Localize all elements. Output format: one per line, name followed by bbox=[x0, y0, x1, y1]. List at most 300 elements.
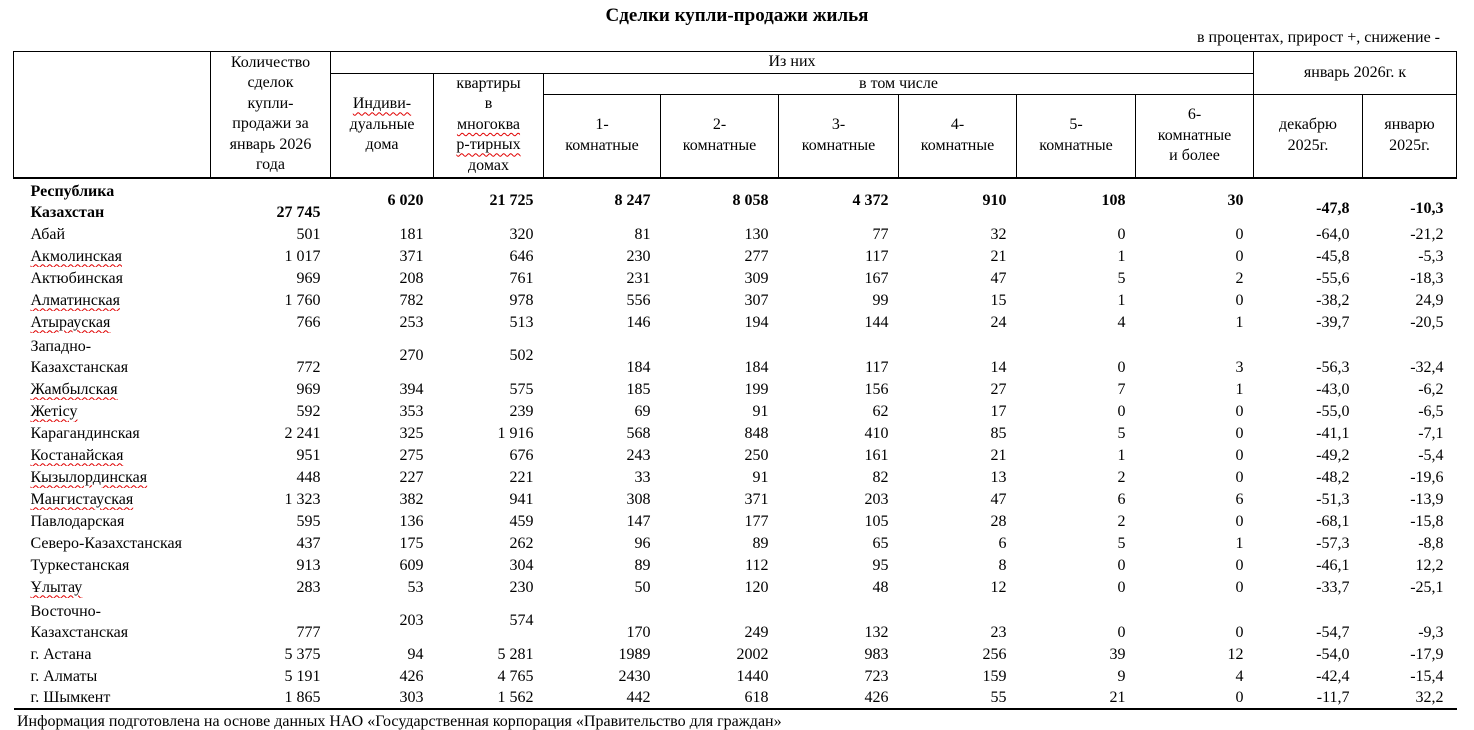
value-cell: 0 bbox=[1117, 402, 1126, 420]
value-cell: 24,9 bbox=[1415, 291, 1444, 309]
header-line: квартиры bbox=[456, 74, 521, 92]
value-cell: -54,0 bbox=[1316, 645, 1350, 663]
value-cell: 99 bbox=[872, 291, 889, 309]
value-cell: 167 bbox=[864, 269, 889, 287]
value-cell: -47,8 bbox=[1316, 199, 1350, 217]
value-cell: 513 bbox=[509, 313, 534, 331]
table-row bbox=[14, 665, 1457, 687]
value-cell: 112 bbox=[745, 556, 769, 574]
value-cell: -33,7 bbox=[1316, 578, 1350, 596]
value-cell: -19,6 bbox=[1410, 468, 1444, 486]
value-cell: -20,5 bbox=[1410, 313, 1444, 331]
region-name: Кызылординская bbox=[30, 468, 148, 486]
rooms-2-column-header bbox=[661, 95, 779, 178]
value-cell: 231 bbox=[626, 269, 651, 287]
rooms-1-column-header bbox=[544, 95, 661, 178]
header-line: р-тирных bbox=[456, 136, 521, 154]
value-cell: 766 bbox=[296, 313, 321, 331]
value-cell: 12 bbox=[990, 578, 1007, 596]
table-row bbox=[14, 378, 1457, 400]
value-cell: 307 bbox=[744, 291, 769, 309]
value-cell: 21 bbox=[990, 446, 1007, 464]
value-cell: 81 bbox=[634, 225, 651, 243]
value-cell: 69 bbox=[634, 402, 651, 420]
value-cell: 4 bbox=[1117, 313, 1126, 331]
value-cell: 39 bbox=[1109, 645, 1126, 663]
header-line: январю bbox=[1384, 116, 1435, 134]
rooms-6plus-column-header bbox=[1136, 95, 1254, 178]
value-cell: -41,1 bbox=[1316, 424, 1350, 442]
value-cell: 27 bbox=[990, 380, 1007, 398]
region-name: Западно- Казахстанская bbox=[30, 337, 129, 376]
table-row bbox=[14, 223, 1457, 245]
value-cell: -13,9 bbox=[1410, 490, 1444, 508]
page-title: Сделки купли-продажи жилья bbox=[605, 5, 869, 26]
value-cell: 5 191 bbox=[284, 667, 321, 685]
value-cell: 62 bbox=[872, 402, 889, 420]
value-cell: -10,3 bbox=[1410, 199, 1444, 217]
region-name: Жетісу bbox=[30, 402, 78, 420]
value-cell: 437 bbox=[296, 534, 321, 552]
value-cell: 556 bbox=[626, 291, 651, 309]
region-name: Карагандинская bbox=[30, 424, 140, 442]
header-line: 1- bbox=[595, 116, 609, 134]
value-cell: -51,3 bbox=[1316, 490, 1350, 508]
value-cell: 8 247 bbox=[614, 192, 651, 209]
value-cell: 0 bbox=[1117, 623, 1126, 641]
header-line: 6- bbox=[1187, 106, 1202, 123]
value-cell: -39,7 bbox=[1316, 313, 1350, 331]
value-cell: 230 bbox=[626, 247, 651, 265]
value-cell: 203 bbox=[399, 611, 424, 629]
value-cell: 117 bbox=[865, 358, 889, 376]
value-cell: 0 bbox=[1235, 402, 1244, 420]
value-cell: 156 bbox=[864, 380, 889, 398]
value-cell: -6,2 bbox=[1418, 380, 1444, 398]
value-cell: 30 bbox=[1227, 192, 1244, 209]
vs-january-column-header bbox=[1363, 95, 1457, 178]
value-cell: 48 bbox=[872, 578, 889, 596]
header-line: 2- bbox=[712, 116, 727, 134]
header-line: комнатные bbox=[801, 136, 876, 154]
value-cell: -48,2 bbox=[1316, 468, 1350, 486]
value-cell: 283 bbox=[296, 578, 321, 596]
value-cell: 0 bbox=[1235, 247, 1244, 265]
vs-december-column-header bbox=[1254, 95, 1363, 178]
value-cell: -8,8 bbox=[1418, 534, 1444, 552]
value-cell: 2 bbox=[1117, 468, 1126, 486]
value-cell: 782 bbox=[399, 291, 424, 309]
value-cell: 595 bbox=[296, 512, 321, 530]
value-cell: -9,3 bbox=[1418, 623, 1444, 641]
value-cell: -55,6 bbox=[1316, 269, 1350, 287]
value-cell: 1440 bbox=[736, 667, 769, 685]
table-row bbox=[14, 510, 1457, 532]
value-cell: 502 bbox=[509, 346, 534, 364]
table-row bbox=[14, 488, 1457, 510]
value-cell: 94 bbox=[407, 645, 424, 663]
apartments-column-header bbox=[434, 73, 544, 178]
header-line: многоква bbox=[456, 115, 521, 133]
value-cell: 1989 bbox=[618, 645, 651, 663]
value-cell: 951 bbox=[296, 446, 321, 464]
value-cell: 574 bbox=[509, 611, 534, 629]
value-cell: 6 020 bbox=[387, 192, 424, 209]
region-name: Жамбылская bbox=[30, 380, 118, 398]
header-line: купли- bbox=[247, 94, 294, 112]
value-cell: 256 bbox=[982, 645, 1007, 663]
value-cell: 442 bbox=[626, 688, 651, 706]
value-cell: 184 bbox=[626, 358, 651, 376]
value-cell: 2 bbox=[1235, 269, 1244, 287]
value-cell: -38,2 bbox=[1316, 291, 1350, 309]
value-cell: 7 bbox=[1117, 380, 1126, 398]
value-cell: 568 bbox=[626, 424, 651, 442]
value-cell: -7,1 bbox=[1418, 424, 1444, 442]
value-cell: 249 bbox=[744, 623, 769, 641]
value-cell: -5,3 bbox=[1418, 247, 1444, 265]
value-cell: 117 bbox=[865, 247, 889, 265]
value-cell: 47 bbox=[990, 269, 1007, 287]
value-cell: 676 bbox=[509, 446, 534, 464]
region-name: Алматинская bbox=[30, 291, 120, 309]
value-cell: 426 bbox=[399, 667, 424, 685]
value-cell: 2 bbox=[1117, 512, 1126, 530]
value-cell: 28 bbox=[990, 512, 1007, 530]
value-cell: -15,4 bbox=[1410, 667, 1444, 685]
value-cell: 24 bbox=[990, 313, 1007, 331]
value-cell: 618 bbox=[744, 688, 769, 706]
value-cell: 426 bbox=[864, 688, 889, 706]
table-row bbox=[14, 687, 1457, 709]
value-cell: 130 bbox=[744, 225, 769, 243]
region-column-header bbox=[14, 52, 211, 178]
table-row bbox=[14, 422, 1457, 444]
rooms-5-column-header bbox=[1017, 95, 1136, 178]
value-cell: 105 bbox=[864, 512, 889, 530]
header-line: комнатные bbox=[682, 136, 757, 154]
value-cell: 5 bbox=[1117, 424, 1126, 442]
header-line: и более bbox=[1169, 147, 1220, 164]
value-cell: 459 bbox=[509, 512, 534, 530]
header-line: Количество bbox=[230, 53, 311, 71]
value-cell: 177 bbox=[744, 512, 769, 530]
value-cell: 978 bbox=[509, 291, 534, 309]
value-cell: 21 725 bbox=[489, 192, 534, 209]
value-cell: 96 bbox=[634, 534, 651, 552]
region-name: Туркестанская bbox=[30, 556, 130, 574]
header-line: комнатные bbox=[565, 136, 639, 154]
group-header-of-them: Из них bbox=[331, 52, 1254, 74]
value-cell: 12 bbox=[1227, 645, 1244, 663]
value-cell: 309 bbox=[744, 269, 769, 287]
value-cell: 12,2 bbox=[1415, 556, 1444, 574]
region-name: Восточно- Казахстанская bbox=[30, 602, 129, 641]
value-cell: 371 bbox=[399, 247, 424, 265]
value-cell: 983 bbox=[864, 645, 889, 663]
table-row bbox=[14, 576, 1457, 598]
value-cell: 1 bbox=[1235, 380, 1244, 398]
value-cell: 0 bbox=[1235, 623, 1244, 641]
value-cell: 777 bbox=[296, 623, 321, 641]
value-cell: 55 bbox=[990, 688, 1007, 706]
value-cell: 0 bbox=[1235, 556, 1244, 574]
value-cell: 194 bbox=[744, 313, 769, 331]
table-row bbox=[14, 245, 1457, 267]
value-cell: -64,0 bbox=[1316, 225, 1350, 243]
header-line: Индиви- bbox=[352, 95, 412, 113]
table-row bbox=[14, 400, 1457, 422]
value-cell: 761 bbox=[509, 269, 534, 287]
value-cell: 448 bbox=[296, 468, 321, 486]
value-cell: -54,7 bbox=[1316, 623, 1350, 641]
value-cell: 82 bbox=[872, 468, 889, 486]
rooms-4-column-header bbox=[899, 95, 1017, 178]
footer-note: Информация подготовлена на основе данных НАО «Государственная корпорация «Правительство для граждан» bbox=[17, 712, 782, 730]
value-cell: 0 bbox=[1117, 556, 1126, 574]
region-name: г. Алматы bbox=[30, 667, 98, 685]
value-cell: -17,9 bbox=[1410, 645, 1444, 663]
value-cell: 161 bbox=[864, 446, 889, 464]
value-cell: 227 bbox=[399, 468, 424, 486]
value-cell: 913 bbox=[296, 556, 321, 574]
value-cell: 5 bbox=[1117, 269, 1126, 287]
value-cell: 8 058 bbox=[732, 192, 769, 209]
header-line: года bbox=[256, 156, 285, 174]
value-cell: 170 bbox=[626, 623, 651, 641]
value-cell: -5,4 bbox=[1418, 446, 1444, 464]
region-name: Мангистауская bbox=[30, 490, 134, 508]
value-cell: 89 bbox=[752, 534, 769, 552]
value-cell: 23 bbox=[990, 623, 1007, 641]
header-line: 2025г. bbox=[1287, 136, 1329, 154]
header-line: декабрю bbox=[1279, 116, 1337, 134]
value-cell: 77 bbox=[872, 225, 889, 243]
value-cell: 0 bbox=[1117, 578, 1126, 596]
value-cell: 969 bbox=[296, 380, 321, 398]
table-row bbox=[14, 466, 1457, 488]
table-row bbox=[14, 333, 1457, 378]
value-cell: 146 bbox=[626, 313, 651, 331]
value-cell: 120 bbox=[744, 578, 769, 596]
value-cell: 17 bbox=[990, 402, 1007, 420]
value-cell: 2 241 bbox=[284, 424, 321, 442]
value-cell: 4 765 bbox=[497, 667, 534, 685]
value-cell: 5 375 bbox=[284, 645, 321, 663]
value-cell: 1 916 bbox=[497, 424, 534, 442]
header-line: домах bbox=[468, 156, 509, 174]
table-row bbox=[14, 554, 1457, 576]
value-cell: -49,2 bbox=[1316, 446, 1350, 464]
value-cell: 203 bbox=[864, 490, 889, 508]
region-name: Республика Казахстан bbox=[30, 182, 115, 221]
value-cell: -32,4 bbox=[1410, 358, 1444, 376]
value-cell: 65 bbox=[872, 534, 889, 552]
value-cell: 221 bbox=[509, 468, 534, 486]
value-cell: 253 bbox=[399, 313, 424, 331]
value-cell: 199 bbox=[744, 380, 769, 398]
value-cell: -56,3 bbox=[1316, 358, 1350, 376]
value-cell: 89 bbox=[634, 556, 651, 574]
deals-table bbox=[13, 51, 1457, 710]
value-cell: -68,1 bbox=[1316, 512, 1350, 530]
region-name: г. Шымкент bbox=[30, 688, 111, 706]
value-cell: 175 bbox=[399, 534, 424, 552]
value-cell: 91 bbox=[752, 468, 769, 486]
value-cell: 1 562 bbox=[497, 688, 534, 706]
value-cell: 0 bbox=[1235, 578, 1244, 596]
region-name: Ұлытау bbox=[30, 578, 83, 596]
header-line: комнатные bbox=[1039, 136, 1113, 154]
value-cell: 1 865 bbox=[284, 688, 321, 706]
header-line: 2025г. bbox=[1389, 136, 1430, 154]
table-row bbox=[14, 532, 1457, 554]
value-cell: 147 bbox=[626, 512, 651, 530]
value-cell: 8 bbox=[998, 556, 1007, 574]
value-cell: 382 bbox=[399, 490, 424, 508]
value-cell: 394 bbox=[399, 380, 424, 398]
value-cell: 1 017 bbox=[284, 247, 321, 265]
value-cell: 723 bbox=[864, 667, 889, 685]
value-cell: 243 bbox=[626, 446, 651, 464]
value-cell: 184 bbox=[744, 358, 769, 376]
value-cell: 501 bbox=[296, 225, 321, 243]
table-body bbox=[14, 178, 1457, 709]
deals-count-column-header bbox=[211, 52, 331, 178]
value-cell: 0 bbox=[1117, 225, 1126, 243]
value-cell: 230 bbox=[509, 578, 534, 596]
value-cell: 1 bbox=[1117, 291, 1126, 309]
value-cell: 270 bbox=[399, 346, 424, 364]
group-header-including: в том числе bbox=[544, 73, 1254, 95]
value-cell: 371 bbox=[744, 490, 769, 508]
value-cell: 185 bbox=[626, 380, 651, 398]
value-cell: 108 bbox=[1101, 192, 1126, 209]
value-cell: 5 281 bbox=[497, 645, 534, 663]
value-cell: 5 bbox=[1117, 534, 1126, 552]
value-cell: 208 bbox=[399, 269, 424, 287]
table-row bbox=[14, 178, 1457, 223]
value-cell: 2430 bbox=[618, 667, 651, 685]
value-cell: 0 bbox=[1235, 468, 1244, 486]
value-cell: 239 bbox=[509, 402, 534, 420]
value-cell: 592 bbox=[296, 402, 321, 420]
table-row bbox=[14, 311, 1457, 333]
value-cell: 27 745 bbox=[276, 203, 321, 221]
value-cell: 1 bbox=[1117, 446, 1126, 464]
value-cell: 50 bbox=[634, 578, 651, 596]
value-cell: 0 bbox=[1235, 446, 1244, 464]
value-cell: -55,0 bbox=[1316, 402, 1350, 420]
value-cell: -46,1 bbox=[1316, 556, 1350, 574]
value-cell: 14 bbox=[990, 358, 1007, 376]
value-cell: 136 bbox=[399, 512, 424, 530]
table-row bbox=[14, 643, 1457, 665]
value-cell: 85 bbox=[990, 424, 1007, 442]
value-cell: 0 bbox=[1235, 424, 1244, 442]
value-cell: -45,8 bbox=[1316, 247, 1350, 265]
header-line: комнатные bbox=[1157, 126, 1232, 144]
region-name: Атырауская bbox=[30, 313, 111, 331]
header-line: 4- bbox=[950, 116, 965, 134]
value-cell: -43,0 bbox=[1316, 380, 1350, 398]
value-cell: 21 bbox=[990, 247, 1007, 265]
value-cell: 132 bbox=[864, 623, 889, 641]
value-cell: -15,8 bbox=[1410, 512, 1444, 530]
group-header-jan2026-vs: январь 2026г. к bbox=[1254, 52, 1457, 95]
value-cell: 15 bbox=[990, 291, 1007, 309]
value-cell: 6 bbox=[1117, 490, 1126, 508]
value-cell: 1 bbox=[1117, 247, 1126, 265]
value-cell: 575 bbox=[509, 380, 534, 398]
value-cell: 275 bbox=[399, 446, 424, 464]
header-line: 5- bbox=[1069, 116, 1083, 134]
value-cell: 1 323 bbox=[284, 490, 321, 508]
value-cell: 772 bbox=[296, 358, 321, 376]
header-line: комнатные bbox=[920, 136, 995, 154]
individual-houses-column-header bbox=[331, 73, 434, 178]
value-cell: 4 bbox=[1235, 667, 1244, 685]
value-cell: 304 bbox=[509, 556, 534, 574]
value-cell: 0 bbox=[1235, 225, 1244, 243]
value-cell: 646 bbox=[509, 247, 534, 265]
value-cell: 308 bbox=[626, 490, 651, 508]
value-cell: 4 372 bbox=[852, 192, 889, 209]
value-cell: 262 bbox=[509, 534, 534, 552]
value-cell: 1 bbox=[1235, 534, 1244, 552]
value-cell: 969 bbox=[296, 269, 321, 287]
value-cell: -11,7 bbox=[1316, 688, 1350, 706]
value-cell: 2002 bbox=[736, 645, 769, 663]
value-cell: 6 bbox=[1235, 490, 1244, 508]
value-cell: -25,1 bbox=[1410, 578, 1444, 596]
table-row bbox=[14, 598, 1457, 643]
region-name: Абай bbox=[30, 225, 66, 243]
value-cell: -21,2 bbox=[1410, 225, 1444, 243]
value-cell: 0 bbox=[1235, 291, 1244, 309]
header-line: продажи за bbox=[232, 115, 309, 133]
value-cell: 9 bbox=[1117, 667, 1126, 685]
header-line: январь 2026 bbox=[229, 135, 312, 153]
value-cell: 910 bbox=[982, 192, 1007, 209]
value-cell: 941 bbox=[509, 490, 534, 508]
value-cell: 13 bbox=[990, 468, 1007, 486]
table-row bbox=[14, 444, 1457, 466]
value-cell: -57,3 bbox=[1316, 534, 1350, 552]
rooms-3-column-header bbox=[779, 95, 899, 178]
units-note: в процентах, прирост +, снижение - bbox=[1197, 29, 1440, 46]
value-cell: -6,5 bbox=[1418, 402, 1444, 420]
value-cell: 95 bbox=[872, 556, 889, 574]
value-cell: 0 bbox=[1235, 512, 1244, 530]
value-cell: 277 bbox=[744, 247, 769, 265]
value-cell: 609 bbox=[399, 556, 424, 574]
header-line: дома bbox=[365, 136, 399, 154]
value-cell: 47 bbox=[990, 490, 1007, 508]
value-cell: 1 760 bbox=[284, 291, 321, 309]
region-name: г. Астана bbox=[30, 645, 92, 663]
value-cell: 303 bbox=[399, 688, 424, 706]
value-cell: 353 bbox=[399, 402, 424, 420]
value-cell: 848 bbox=[744, 424, 769, 442]
value-cell: 33 bbox=[634, 468, 651, 486]
value-cell: 0 bbox=[1235, 688, 1244, 706]
region-name: Павлодарская bbox=[30, 512, 125, 530]
header-line: дуальные bbox=[349, 115, 415, 133]
value-cell: 144 bbox=[864, 313, 889, 331]
value-cell: 1 bbox=[1235, 313, 1244, 331]
value-cell: 250 bbox=[744, 446, 769, 464]
